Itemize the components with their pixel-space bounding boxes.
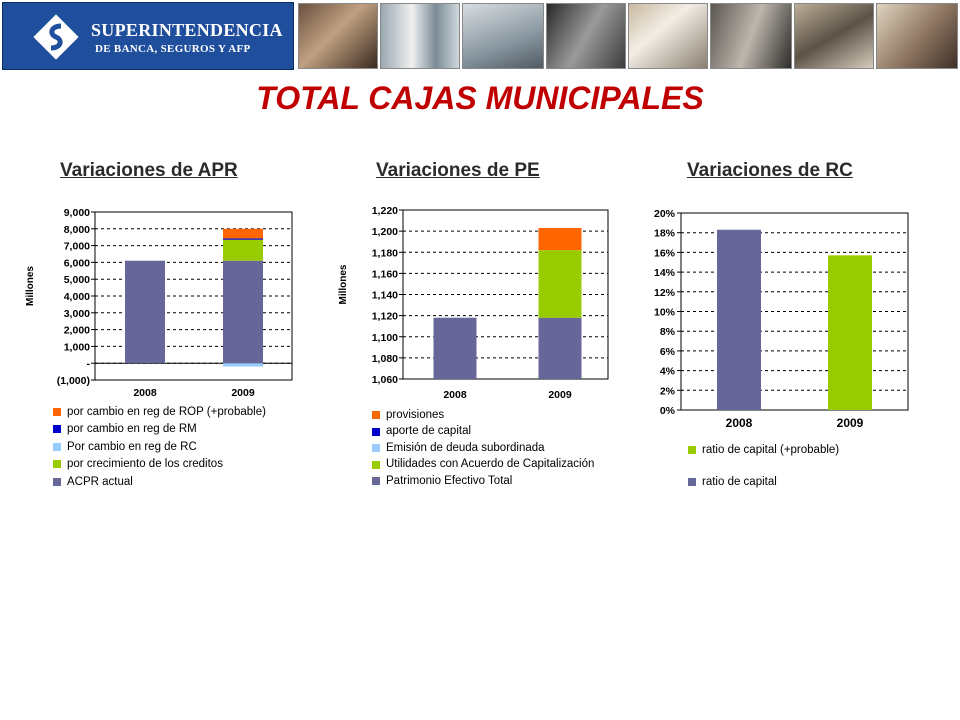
y-tick-label: 4,000 <box>63 291 90 303</box>
y-tick-label: 20% <box>653 208 675 220</box>
bar-segment <box>539 250 582 318</box>
x-tick-label: 2008 <box>133 387 157 399</box>
legend-swatch <box>53 408 61 416</box>
legend-pe <box>372 407 594 490</box>
legend-label: aporte de capital <box>386 425 472 437</box>
y-tick-label: 6% <box>659 345 675 358</box>
chart-title-pe: Variaciones de PE <box>376 160 540 181</box>
legend-swatch <box>53 478 61 486</box>
legend-item <box>53 438 266 456</box>
legend-swatch <box>372 444 380 452</box>
legend-item <box>372 440 594 457</box>
y-tick-label: 2% <box>659 385 675 398</box>
y-tick-label: 7,000 <box>63 240 90 253</box>
y-tick-label: 1,200 <box>371 226 398 239</box>
legend-label: ACPR actual <box>67 475 133 488</box>
y-tick-label: 14% <box>653 267 675 280</box>
page-title: TOTAL CAJAS MUNICIPALES <box>256 80 704 116</box>
legend-swatch <box>688 478 696 486</box>
legend-item <box>53 421 266 439</box>
y-axis-label: Millones <box>25 265 36 307</box>
y-tick-label: 0% <box>659 405 675 417</box>
legend-apr <box>53 403 266 491</box>
bar <box>717 230 761 410</box>
bar-segment <box>223 229 263 239</box>
y-tick-label: 1,100 <box>371 331 398 344</box>
legend-label: por cambio en reg de ROP (+probable) <box>67 405 266 418</box>
bar <box>828 255 872 410</box>
y-tick-label: 1,120 <box>371 310 398 323</box>
legend-item <box>688 440 839 460</box>
legend-item <box>53 473 266 491</box>
y-tick-label: 16% <box>653 247 675 260</box>
chart-title-rc: Variaciones de RC <box>687 160 853 181</box>
y-tick-label: 1,220 <box>371 205 398 217</box>
logo-title: SUPERINTENDENCIA <box>91 20 283 40</box>
y-tick-label: 1,160 <box>371 268 398 281</box>
legend-rc <box>688 440 839 492</box>
y-tick-label: 1,000 <box>63 341 90 354</box>
legend-swatch <box>372 428 380 436</box>
legend-item <box>372 424 594 441</box>
y-axis-label: Millones <box>338 264 349 305</box>
logo-subtitle: DE BANCA, SEGUROS Y AFP <box>95 43 251 55</box>
legend-item <box>53 403 266 421</box>
bar-segment <box>223 240 263 261</box>
legend-item <box>688 472 839 492</box>
bar-segment <box>434 318 477 379</box>
y-tick-label: - <box>86 358 90 371</box>
y-tick-label: 8% <box>659 326 675 339</box>
bar-segment <box>125 261 165 363</box>
legend-swatch <box>372 411 380 419</box>
legend-item <box>372 457 594 474</box>
bar-segment <box>223 261 263 363</box>
x-tick-label: 2009 <box>548 389 572 401</box>
legend-label: por crecimiento de los creditos <box>67 458 223 471</box>
x-tick-label: 2009 <box>836 416 864 430</box>
y-tick-label: (1,000) <box>56 375 90 387</box>
legend-label: provisiones <box>386 408 445 421</box>
y-tick-label: 1,080 <box>371 352 398 365</box>
legend-label: Patrimonio Efectivo Total <box>386 474 513 487</box>
y-tick-label: 1,180 <box>371 247 398 260</box>
y-tick-label: 12% <box>653 286 675 299</box>
y-tick-label: 18% <box>653 227 675 240</box>
y-tick-label: 9,000 <box>63 207 90 219</box>
legend-label: por cambio en reg de RM <box>67 423 197 436</box>
legend-swatch <box>53 443 61 451</box>
legend-item <box>53 456 266 474</box>
legend-swatch <box>372 477 380 485</box>
y-tick-label: 10% <box>653 306 675 319</box>
legend-swatch <box>53 460 61 468</box>
y-tick-label: 5,000 <box>63 274 90 287</box>
bar-segment <box>223 238 263 239</box>
x-tick-label: 2008 <box>725 416 753 430</box>
x-tick-label: 2008 <box>443 389 467 401</box>
legend-label: Emisión de deuda subordinada <box>386 441 545 454</box>
bar-segment <box>539 228 582 250</box>
legend-swatch <box>372 461 380 469</box>
chart-title-apr: Variaciones de APR <box>60 160 238 181</box>
bar-segment <box>223 363 263 366</box>
y-tick-label: 8,000 <box>63 223 90 236</box>
y-tick-label: 6,000 <box>63 257 90 270</box>
y-tick-label: 1,140 <box>371 289 398 302</box>
legend-label: Utilidades con Acuerdo de Capitalización <box>386 458 595 470</box>
legend-label: ratio de capital (+probable) <box>702 444 840 456</box>
legend-swatch <box>53 425 61 433</box>
bar-segment <box>539 318 582 379</box>
y-tick-label: 2,000 <box>63 324 90 337</box>
y-tick-label: 3,000 <box>63 307 90 320</box>
y-tick-label: 4% <box>659 365 675 378</box>
legend-item <box>372 407 594 424</box>
legend-swatch <box>688 446 696 454</box>
legend-label: ratio de capital <box>702 476 777 488</box>
legend-label: Por cambio en reg de RC <box>67 440 197 453</box>
legend-item <box>372 473 594 490</box>
x-tick-label: 2009 <box>231 387 255 399</box>
y-tick-label: 1,060 <box>371 374 398 386</box>
